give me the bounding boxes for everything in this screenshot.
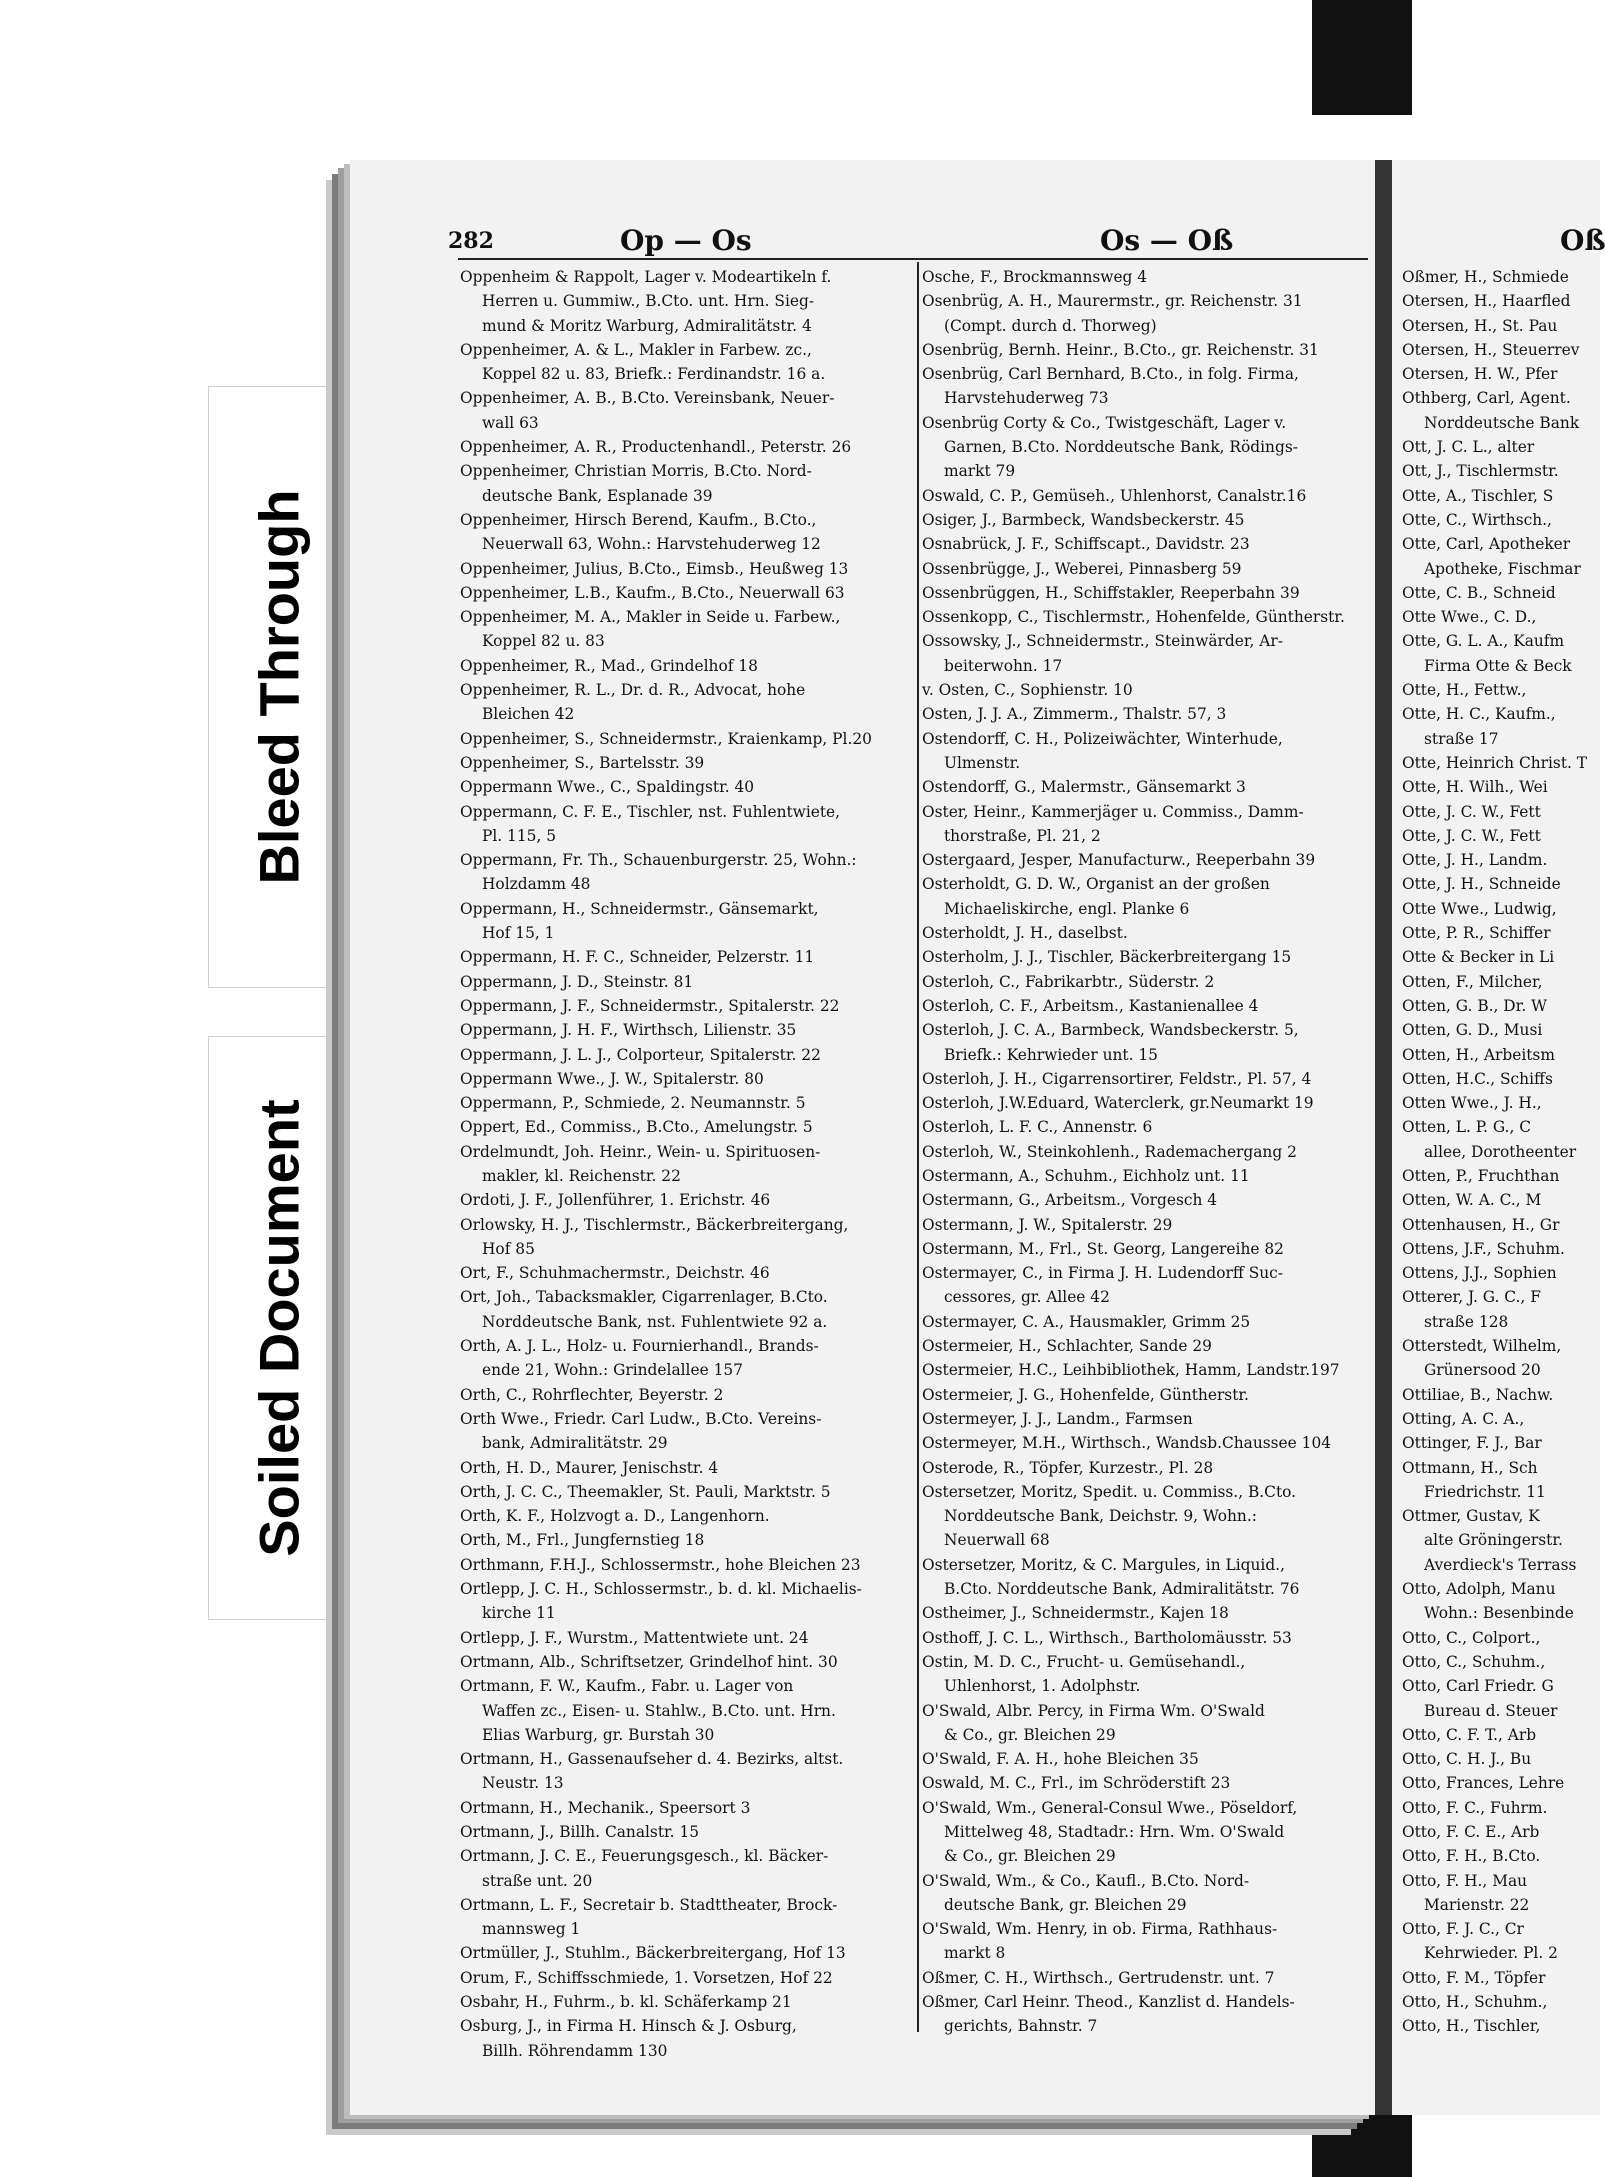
directory-entry-line: Osterloh, J. C. A., Barmbeck, Wandsbeckerstr. 5, (922, 1021, 1299, 1040)
directory-entry-line: Friedrichstr. 11 (1424, 1482, 1546, 1501)
directory-entry-line: Ott, J., Tischlermstr. (1402, 462, 1559, 481)
directory-entry-line: Otto, F. M., Töpfer (1402, 1968, 1546, 1987)
directory-entry-line: Briefk.: Kehrwieder unt. 15 (944, 1045, 1158, 1064)
page-number: 282 (448, 228, 494, 254)
directory-entry-line: Garnen, B.Cto. Norddeutsche Bank, Rödings- (944, 438, 1298, 457)
directory-entry-line: Ostendorff, G., Malermstr., Gänsemarkt 3 (922, 778, 1246, 797)
directory-entry-line: Osenbrüg Corty & Co., Twistgeschäft, Lager v. (922, 413, 1287, 432)
directory-entry-line: Otte, P. R., Schiffer (1402, 924, 1551, 943)
directory-entry-line: Otte, C., Wirthsch., (1402, 510, 1552, 529)
directory-entry-line: Osterode, R., Töpfer, Kurzestr., Pl. 28 (922, 1458, 1214, 1477)
directory-entry-line: Otterer, J. G. C., F (1402, 1288, 1541, 1307)
directory-entry-line: Otto, Adolph, Manu (1402, 1580, 1556, 1599)
directory-entry-line: kirche 11 (482, 1604, 556, 1623)
directory-entry-line: Ostergaard, Jesper, Manufacturw., Reeperbahn 39 (922, 851, 1316, 870)
directory-entry-line: Ostersetzer, Moritz, & C. Margules, in Liquid., (922, 1555, 1285, 1574)
directory-entry-line: Otto, C. H. J., Bu (1402, 1750, 1532, 1769)
directory-entry-line: Ortmann, H., Mechanik., Speersort 3 (460, 1798, 751, 1817)
directory-entry-line: Osenbrüg, A. H., Maurermstr., gr. Reichenstr. 31 (922, 292, 1303, 311)
directory-entry-line: Ossenkopp, C., Tischlermstr., Hohenfelde, Güntherstr. (922, 608, 1345, 627)
directory-entry-line: Oppenheimer, Hirsch Berend, Kaufm., B.Cto., (460, 510, 817, 529)
directory-entry-line: Otten, L. P. G., C (1402, 1118, 1532, 1137)
directory-entry-line: Harvstehuderweg 73 (944, 389, 1109, 408)
directory-entry-line: Oppenheimer, A. B., B.Cto. Vereinsbank, Neuer- (460, 389, 835, 408)
directory-entry-line: Oßmer, H., Schmiede (1402, 268, 1569, 286)
directory-entry-line: Orth, C., Rohrflechter, Beyerstr. 2 (460, 1385, 724, 1404)
directory-entry-line: deutsche Bank, Esplanade 39 (482, 486, 713, 505)
directory-entry-line: Otterstedt, Wilhelm, (1402, 1337, 1562, 1356)
directory-entry-line: Ostermann, A., Schuhm., Eichholz unt. 11 (922, 1166, 1250, 1185)
directory-entry-line: Orth, M., Frl., Jungfernstieg 18 (460, 1531, 705, 1550)
directory-entry-line: Orth, J. C. C., Theemakler, St. Pauli, Marktstr. 5 (460, 1482, 831, 1501)
directory-entry-line: allee, Dorotheenter (1424, 1142, 1577, 1161)
directory-entry-line: Ottens, J.F., Schuhm. (1402, 1239, 1565, 1258)
book-gutter (1375, 160, 1392, 2115)
directory-entry-line: Osterholdt, G. D. W., Organist an der großen (922, 875, 1270, 894)
directory-entry-line: Oswald, M. C., Frl., im Schröderstift 23 (922, 1774, 1231, 1793)
directory-entry-line: Otten, H.C., Schiffs (1402, 1069, 1553, 1088)
running-header-left: Op — Os (620, 224, 752, 257)
directory-entry-line: Otte, G. L. A., Kaufm (1402, 632, 1565, 651)
directory-entry-line: Herren u. Gummiw., B.Cto. unt. Hrn. Sieg- (482, 292, 815, 311)
directory-entry-line: Oppenheim & Rappolt, Lager v. Modeartikeln f. (460, 268, 832, 286)
directory-entry-line: Hof 15, 1 (482, 924, 555, 943)
directory-entry-line: Osenbrüg, Carl Bernhard, B.Cto., in folg. Firma, (922, 365, 1299, 384)
directory-entry-line: Oppermann, C. F. E., Tischler, nst. Fuhlentwiete, (460, 802, 841, 821)
header-rule (458, 258, 1368, 260)
directory-entry-line: Neuerwall 68 (944, 1531, 1050, 1550)
directory-entry-line: Norddeutsche Bank (1424, 413, 1580, 432)
directory-entry-line: Otersen, H., Haarfled (1402, 292, 1571, 311)
directory-entry-line: Orth, K. F., Holzvogt a. D., Langenhorn. (460, 1507, 770, 1526)
directory-entry-line: makler, kl. Reichenstr. 22 (482, 1166, 681, 1185)
directory-entry-line: Ortmann, L. F., Secretair b. Stadttheater, Brock- (460, 1895, 838, 1914)
directory-entry-line: Ostermeier, J. G., Hohenfelde, Güntherstr. (922, 1385, 1249, 1404)
directory-entry-line: Osche, F., Brockmannsweg 4 (922, 268, 1148, 286)
directory-entry-line: Orlowsky, H. J., Tischlermstr., Bäckerbreitergang, (460, 1215, 849, 1234)
directory-entry-line: Oppenheimer, A. & L., Makler in Farbew. zc., (460, 340, 812, 359)
directory-entry-line: Billh. Röhrendamm 130 (482, 2041, 668, 2060)
directory-entry-line: Neustr. 13 (482, 1774, 564, 1793)
directory-entry-line: Ott, J. C. L., alter (1402, 438, 1535, 457)
directory-entry-line: Holzdamm 48 (482, 875, 591, 894)
directory-entry-line: Otte, A., Tischler, S (1402, 486, 1554, 505)
directory-entry-line: Ottinger, F. J., Bar (1402, 1434, 1542, 1453)
column-divider (917, 262, 919, 2032)
column-center (922, 265, 1372, 2039)
directory-entry-line: Neuerwall 63, Wohn.: Harvstehuderweg 12 (482, 535, 821, 554)
column-right (1402, 265, 1600, 2039)
directory-entry-line: Ostermeyer, M.H., Wirthsch., Wandsb.Chaussee 104 (922, 1434, 1332, 1453)
directory-entry-line: Otten, W. A. C., M (1402, 1191, 1542, 1210)
directory-entry-line: Orth, H. D., Maurer, Jenischstr. 4 (460, 1458, 719, 1477)
directory-entry-line: Ostersetzer, Moritz, Spedit. u. Commiss., B.Cto. (922, 1482, 1297, 1501)
directory-entry-line: Ortlepp, J. C. H., Schlossermstr., b. d. kl. Michaelis- (460, 1580, 862, 1599)
bleed-through-label (208, 386, 350, 988)
directory-entry-line: Otten, P., Fruchthan (1402, 1166, 1560, 1185)
directory-entry-line: Ortmann, Alb., Schriftsetzer, Grindelhof hint. 30 (460, 1652, 838, 1671)
directory-entry-line: Koppel 82 u. 83, Briefk.: Ferdinandstr. 16 a. (482, 365, 826, 384)
directory-entry-line: Orth Wwe., Friedr. Carl Ludw., B.Cto. Vereins- (460, 1409, 822, 1428)
directory-entry-line: Otto, H., Schuhm., (1402, 1993, 1548, 2012)
directory-entry-line: beiterwohn. 17 (944, 656, 1063, 675)
directory-entry-line: Norddeutsche Bank, Deichstr. 9, Wohn.: (944, 1507, 1257, 1526)
directory-entry-line: cessores, gr. Allee 42 (944, 1288, 1110, 1307)
directory-entry-line: Marienstr. 22 (1424, 1895, 1530, 1914)
directory-entry-line: Otto, H., Tischler, (1402, 2017, 1541, 2036)
directory-entry-line: markt 79 (944, 462, 1016, 481)
directory-entry-line: Uhlenhorst, 1. Adolphstr. (944, 1677, 1141, 1696)
directory-entry-line: Otte, H. C., Kaufm., (1402, 705, 1556, 724)
directory-entry-line: Oppenheimer, M. A., Makler in Seide u. Farbew., (460, 608, 841, 627)
directory-entry-line: Ostermann, J. W., Spitalerstr. 29 (922, 1215, 1173, 1234)
directory-entry-line: Otten Wwe., J. H., (1402, 1094, 1542, 1113)
directory-entry-line: Otersen, H., St. Pau (1402, 316, 1558, 335)
directory-entry-line: Otto, F. J. C., Cr (1402, 1920, 1524, 1939)
directory-entry-line: Hof 85 (482, 1239, 535, 1258)
directory-entry-line: Oppermann, J. H. F., Wirthsch, Lilienstr. 35 (460, 1021, 797, 1040)
directory-entry-line: Oppermann, J. F., Schneidermstr., Spitalerstr. 22 (460, 996, 840, 1015)
directory-entry-line: Osterloh, C., Fabrikarbtr., Süderstr. 2 (922, 972, 1215, 991)
directory-entry-line: bank, Admiralitätstr. 29 (482, 1434, 668, 1453)
directory-entry-line: Oster, Heinr., Kammerjäger u. Commiss., Damm- (922, 802, 1304, 821)
directory-entry-line: straße 128 (1424, 1312, 1509, 1331)
directory-entry-line: Ostin, M. D. C., Frucht- u. Gemüsehandl., (922, 1652, 1246, 1671)
directory-entry-line: ende 21, Wohn.: Grindelallee 157 (482, 1361, 743, 1380)
directory-entry-line: Otte, J. H., Landm. (1402, 851, 1548, 870)
directory-entry-line: O'Swald, Albr. Percy, in Firma Wm. O'Swald (922, 1701, 1265, 1720)
directory-entry-line: Otte, J. H., Schneide (1402, 875, 1561, 894)
directory-entry-line: Ossenbrüggen, H., Schiffstakler, Reeperbahn 39 (922, 583, 1300, 602)
directory-entry-line: Othberg, Carl, Agent. (1402, 389, 1571, 408)
directory-entry-line: Oppenheimer, Christian Morris, B.Cto. Nord- (460, 462, 812, 481)
directory-entry-line: Osterholdt, J. H., daselbst. (922, 924, 1128, 943)
directory-entry-line: Oppermann, P., Schmiede, 2. Neumannstr. 5 (460, 1094, 806, 1113)
soiled-document-label (208, 1036, 350, 1620)
directory-entry-line: Otting, A. C. A., (1402, 1409, 1525, 1428)
directory-entry-line: Ort, Joh., Tabacksmakler, Cigarrenlager, B.Cto. (460, 1288, 828, 1307)
directory-entry-line: Oppenheimer, A. R., Productenhandl., Peterstr. 26 (460, 438, 852, 457)
directory-entry-line: Oppermann, H., Schneidermstr., Gänsemarkt, (460, 899, 819, 918)
directory-entry-line: Mittelweg 48, Stadtadr.: Hrn. Wm. O'Swald (944, 1823, 1285, 1841)
directory-entry-line: Oppermann, J. L. J., Colporteur, Spitalerstr. 22 (460, 1045, 821, 1064)
directory-entry-line: Orum, F., Schiffsschmiede, 1. Vorsetzen, Hof 22 (460, 1968, 833, 1987)
soiled-document-text: Soiled Document (247, 1099, 311, 1557)
directory-entry-line: Oppermann Wwe., C., Spaldingstr. 40 (460, 778, 755, 797)
directory-entry-line: Ortmüller, J., Stuhlm., Bäckerbreitergang, Hof 13 (460, 1944, 846, 1963)
directory-entry-line: Otto, C., Schuhm., (1402, 1652, 1546, 1671)
directory-entry-line: O'Swald, Wm. Henry, in ob. Firma, Rathhaus- (922, 1920, 1278, 1939)
directory-entry-line: Apotheke, Fischmar (1424, 559, 1581, 578)
directory-entry-line: alte Gröningerstr. (1424, 1531, 1563, 1550)
directory-entry-line: Oppert, Ed., Commiss., B.Cto., Amelungstr. 5 (460, 1118, 813, 1137)
directory-entry-line: Osterholm, J. J., Tischler, Bäckerbreitergang 15 (922, 948, 1292, 967)
directory-entry-line: Ortlepp, J. F., Wurstm., Mattentwiete unt. 24 (460, 1628, 809, 1647)
running-header-center: Os — Oß (1100, 224, 1234, 257)
directory-entry-line: Oppenheimer, S., Bartelsstr. 39 (460, 753, 705, 772)
directory-entry-line: Bureau d. Steuer (1424, 1701, 1558, 1720)
directory-entry-line: Ortmann, J., Billh. Canalstr. 15 (460, 1823, 700, 1841)
directory-entry-line: Oppermann, Fr. Th., Schauenburgerstr. 25, Wohn.: (460, 851, 857, 870)
directory-entry-line: Otten, G. D., Musi (1402, 1021, 1543, 1040)
directory-entry-line: O'Swald, F. A. H., hohe Bleichen 35 (922, 1750, 1199, 1769)
directory-entry-line: Ortmann, F. W., Kaufm., Fabr. u. Lager von (460, 1677, 794, 1696)
directory-entry-line: Firma Otte & Beck (1424, 656, 1572, 675)
directory-entry-line: & Co., gr. Bleichen 29 (944, 1725, 1116, 1744)
directory-entry-line: Osterloh, L. F. C., Annenstr. 6 (922, 1118, 1153, 1137)
directory-entry-line: (Compt. durch d. Thorweg) (944, 316, 1157, 335)
directory-entry-line: Otte, J. C. W., Fett (1402, 802, 1541, 821)
directory-entry-line: wall 63 (482, 413, 539, 432)
directory-entry-line: Oppermann, H. F. C., Schneider, Pelzerstr. 11 (460, 948, 815, 967)
directory-entry-line: Michaeliskirche, engl. Planke 6 (944, 899, 1190, 918)
directory-entry-line: deutsche Bank, gr. Bleichen 29 (944, 1895, 1187, 1914)
directory-entry-line: Ottmer, Gustav, K (1402, 1507, 1540, 1526)
directory-entry-line: thorstraße, Pl. 21, 2 (944, 826, 1101, 845)
running-header-right: Oß (1560, 224, 1606, 257)
directory-entry-line: & Co., gr. Bleichen 29 (944, 1847, 1116, 1866)
directory-entry-line: Ostermeier, H.C., Leihbibliothek, Hamm, Landstr.197 (922, 1361, 1340, 1380)
directory-entry-line: Oppermann, J. D., Steinstr. 81 (460, 972, 694, 991)
directory-entry-line: Oppenheimer, R. L., Dr. d. R., Advocat, hohe (460, 681, 806, 700)
directory-entry-line: Otto, C. F. T., Arb (1402, 1725, 1537, 1744)
directory-entry-line: Otte & Becker in Li (1402, 948, 1555, 967)
column-left (460, 265, 912, 2063)
directory-entry-line: Ostermeyer, J. J., Landm., Farmsen (922, 1409, 1193, 1428)
directory-entry-line: Otto, C., Colport., (1402, 1628, 1541, 1647)
directory-entry-line: Ostermann, G., Arbeitsm., Vorgesch 4 (922, 1191, 1218, 1210)
directory-entry-line: straße 17 (1424, 729, 1499, 748)
directory-entry-line: v. Osten, C., Sophienstr. 10 (922, 681, 1133, 700)
directory-entry-line: Otto, F. H., B.Cto. (1402, 1847, 1541, 1866)
directory-entry-line: Otte, H., Fettw., (1402, 681, 1527, 700)
directory-entry-line: Ossowsky, J., Schneidermstr., Steinwärder, Ar- (922, 632, 1283, 651)
directory-entry-line: Ottens, J.J., Sophien (1402, 1264, 1557, 1283)
directory-entry-line: Otte Wwe., C. D., (1402, 608, 1537, 627)
directory-entry-line: Ottenhausen, H., Gr (1402, 1215, 1560, 1234)
directory-entry-line: Otte, Carl, Apotheker (1402, 535, 1571, 554)
directory-entry-line: Oppenheimer, R., Mad., Grindelhof 18 (460, 656, 758, 675)
directory-entry-line: Ostermayer, C., in Firma J. H. Ludendorff Suc- (922, 1264, 1283, 1283)
directory-entry-line: Oßmer, C. H., Wirthsch., Gertrudenstr. unt. 7 (922, 1968, 1275, 1987)
directory-entry-line: Osterloh, W., Steinkohlenh., Rademachergang 2 (922, 1142, 1297, 1161)
directory-entry-line: Otto, F. H., Mau (1402, 1871, 1528, 1890)
directory-entry-line: O'Swald, Wm., & Co., Kaufl., B.Cto. Nord- (922, 1871, 1250, 1890)
directory-entry-line: Otersen, H. W., Pfer (1402, 365, 1558, 384)
directory-entry-line: Oppenheimer, L.B., Kaufm., B.Cto., Neuerwall 63 (460, 583, 845, 602)
directory-entry-line: Ostermeier, H., Schlachter, Sande 29 (922, 1337, 1212, 1356)
directory-entry-line: Oppermann Wwe., J. W., Spitalerstr. 80 (460, 1069, 764, 1088)
directory-entry-line: Otte, Heinrich Christ. T (1402, 753, 1588, 772)
directory-entry-line: straße unt. 20 (482, 1871, 593, 1890)
directory-entry-line: Osnabrück, J. F., Schiffscapt., Davidstr. 23 (922, 535, 1250, 554)
directory-entry-line: Otte Wwe., Ludwig, (1402, 899, 1557, 918)
directory-entry-line: Osenbrüg, Bernh. Heinr., B.Cto., gr. Reichenstr. 31 (922, 340, 1319, 359)
directory-entry-line: Osten, J. J. A., Zimmerm., Thalstr. 57, 3 (922, 705, 1227, 724)
directory-entry-line: Otto, Frances, Lehre (1402, 1774, 1565, 1793)
directory-entry-line: Ostermann, M., Frl., St. Georg, Langereihe 82 (922, 1239, 1284, 1258)
directory-entry-line: Ort, F., Schuhmachermstr., Deichstr. 46 (460, 1264, 770, 1283)
directory-entry-line: Otten, F., Milcher, (1402, 972, 1543, 991)
directory-entry-line: gerichts, Bahnstr. 7 (944, 2017, 1098, 2036)
directory-entry-line: Osthoff, J. C. L., Wirthsch., Bartholomäusstr. 53 (922, 1628, 1292, 1647)
directory-entry-line: mannsweg 1 (482, 1920, 581, 1939)
directory-entry-line: Grünersood 20 (1424, 1361, 1541, 1380)
directory-entry-line: Orthmann, F.H.J., Schlossermstr., hohe Bleichen 23 (460, 1555, 861, 1574)
directory-entry-line: O'Swald, Wm., General-Consul Wwe., Pöseldorf, (922, 1798, 1298, 1817)
directory-entry-line: Orth, A. J. L., Holz- u. Fournierhandl., Brands- (460, 1337, 819, 1356)
directory-entry-line: Ordelmundt, Joh. Heinr., Wein- u. Spirituosen- (460, 1142, 821, 1161)
directory-entry-line: Osbahr, H., Fuhrm., b. kl. Schäferkamp 21 (460, 1993, 792, 2012)
directory-entry-line: Waffen zc., Eisen- u. Stahlw., B.Cto. unt. Hrn. (482, 1701, 836, 1720)
directory-entry-line: Ortmann, J. C. E., Feuerungsgesch., kl. Bäcker- (460, 1847, 829, 1866)
directory-entry-line: Osburg, J., in Firma H. Hinsch & J. Osburg, (460, 2017, 797, 2036)
directory-entry-line: Ottiliae, B., Nachw. (1402, 1385, 1554, 1404)
directory-entry-line: Otte, J. C. W., Fett (1402, 826, 1541, 845)
directory-entry-line: mund & Moritz Warburg, Admiralitätstr. 4 (482, 316, 812, 335)
directory-entry-line: Averdieck's Terrass (1424, 1555, 1577, 1574)
directory-entry-line: Kehrwieder. Pl. 2 (1424, 1944, 1558, 1963)
directory-entry-line: Otto, F. C. E., Arb (1402, 1823, 1540, 1841)
directory-entry-line: Pl. 115, 5 (482, 826, 557, 845)
directory-entry-line: Ordoti, J. F., Jollenführer, 1. Erichstr. 46 (460, 1191, 771, 1210)
directory-entry-line: Otte, H. Wilh., Wei (1402, 778, 1548, 797)
directory-entry-line: Otten, G. B., Dr. W (1402, 996, 1547, 1015)
directory-entry-line: Ostermayer, C. A., Hausmakler, Grimm 25 (922, 1312, 1251, 1331)
directory-entry-line: Oppenheimer, Julius, B.Cto., Eimsb., Heußweg 13 (460, 559, 849, 578)
directory-entry-line: Bleichen 42 (482, 705, 575, 724)
directory-entry-line: Ortmann, H., Gassenaufseher d. 4. Bezirks, altst. (460, 1750, 844, 1769)
directory-entry-line: Osterloh, J.W.Eduard, Waterclerk, gr.Neumarkt 19 (922, 1094, 1314, 1113)
directory-entry-line: Osterloh, J. H., Cigarrensortirer, Feldstr., Pl. 57, 4 (922, 1069, 1312, 1088)
directory-entry-line: Osterloh, C. F., Arbeitsm., Kastanienallee 4 (922, 996, 1259, 1015)
directory-entry-line: Koppel 82 u. 83 (482, 632, 605, 651)
directory-entry-line: Oswald, C. P., Gemüseh., Uhlenhorst, Canalstr.16 (922, 486, 1307, 505)
binding-strap-top (1312, 0, 1412, 115)
directory-entry-line: Norddeutsche Bank, nst. Fuhlentwiete 92 a. (482, 1312, 828, 1331)
directory-entry-line: Ostendorff, C. H., Polizeiwächter, Winterhude, (922, 729, 1283, 748)
directory-entry-line: Otten, H., Arbeitsm (1402, 1045, 1555, 1064)
directory-entry-line: markt 8 (944, 1944, 1006, 1963)
directory-entry-line: Elias Warburg, gr. Burstah 30 (482, 1725, 715, 1744)
directory-entry-line: Otersen, H., Steuerrev (1402, 340, 1580, 359)
directory-entry-line: Oßmer, Carl Heinr. Theod., Kanzlist d. Handels- (922, 1993, 1295, 2012)
directory-entry-line: Wohn.: Besenbinde (1424, 1604, 1574, 1623)
directory-entry-line: Osiger, J., Barmbeck, Wandsbeckerstr. 45 (922, 510, 1245, 529)
directory-entry-line: Otto, F. C., Fuhrm. (1402, 1798, 1548, 1817)
directory-entry-line: Oppenheimer, S., Schneidermstr., Kraienkamp, Pl.20 (460, 729, 872, 748)
directory-entry-line: Otto, Carl Friedr. G (1402, 1677, 1554, 1696)
directory-entry-line: Ostheimer, J., Schneidermstr., Kajen 18 (922, 1604, 1229, 1623)
directory-entry-line: Otte, C. B., Schneid (1402, 583, 1556, 602)
directory-entry-line: B.Cto. Norddeutsche Bank, Admiralitätstr. 76 (944, 1580, 1300, 1599)
bleed-through-text: Bleed Through (247, 489, 311, 885)
directory-entry-line: Ossenbrügge, J., Weberei, Pinnasberg 59 (922, 559, 1242, 578)
directory-entry-line: Ottmann, H., Sch (1402, 1458, 1538, 1477)
directory-entry-line: Ulmenstr. (944, 753, 1021, 772)
